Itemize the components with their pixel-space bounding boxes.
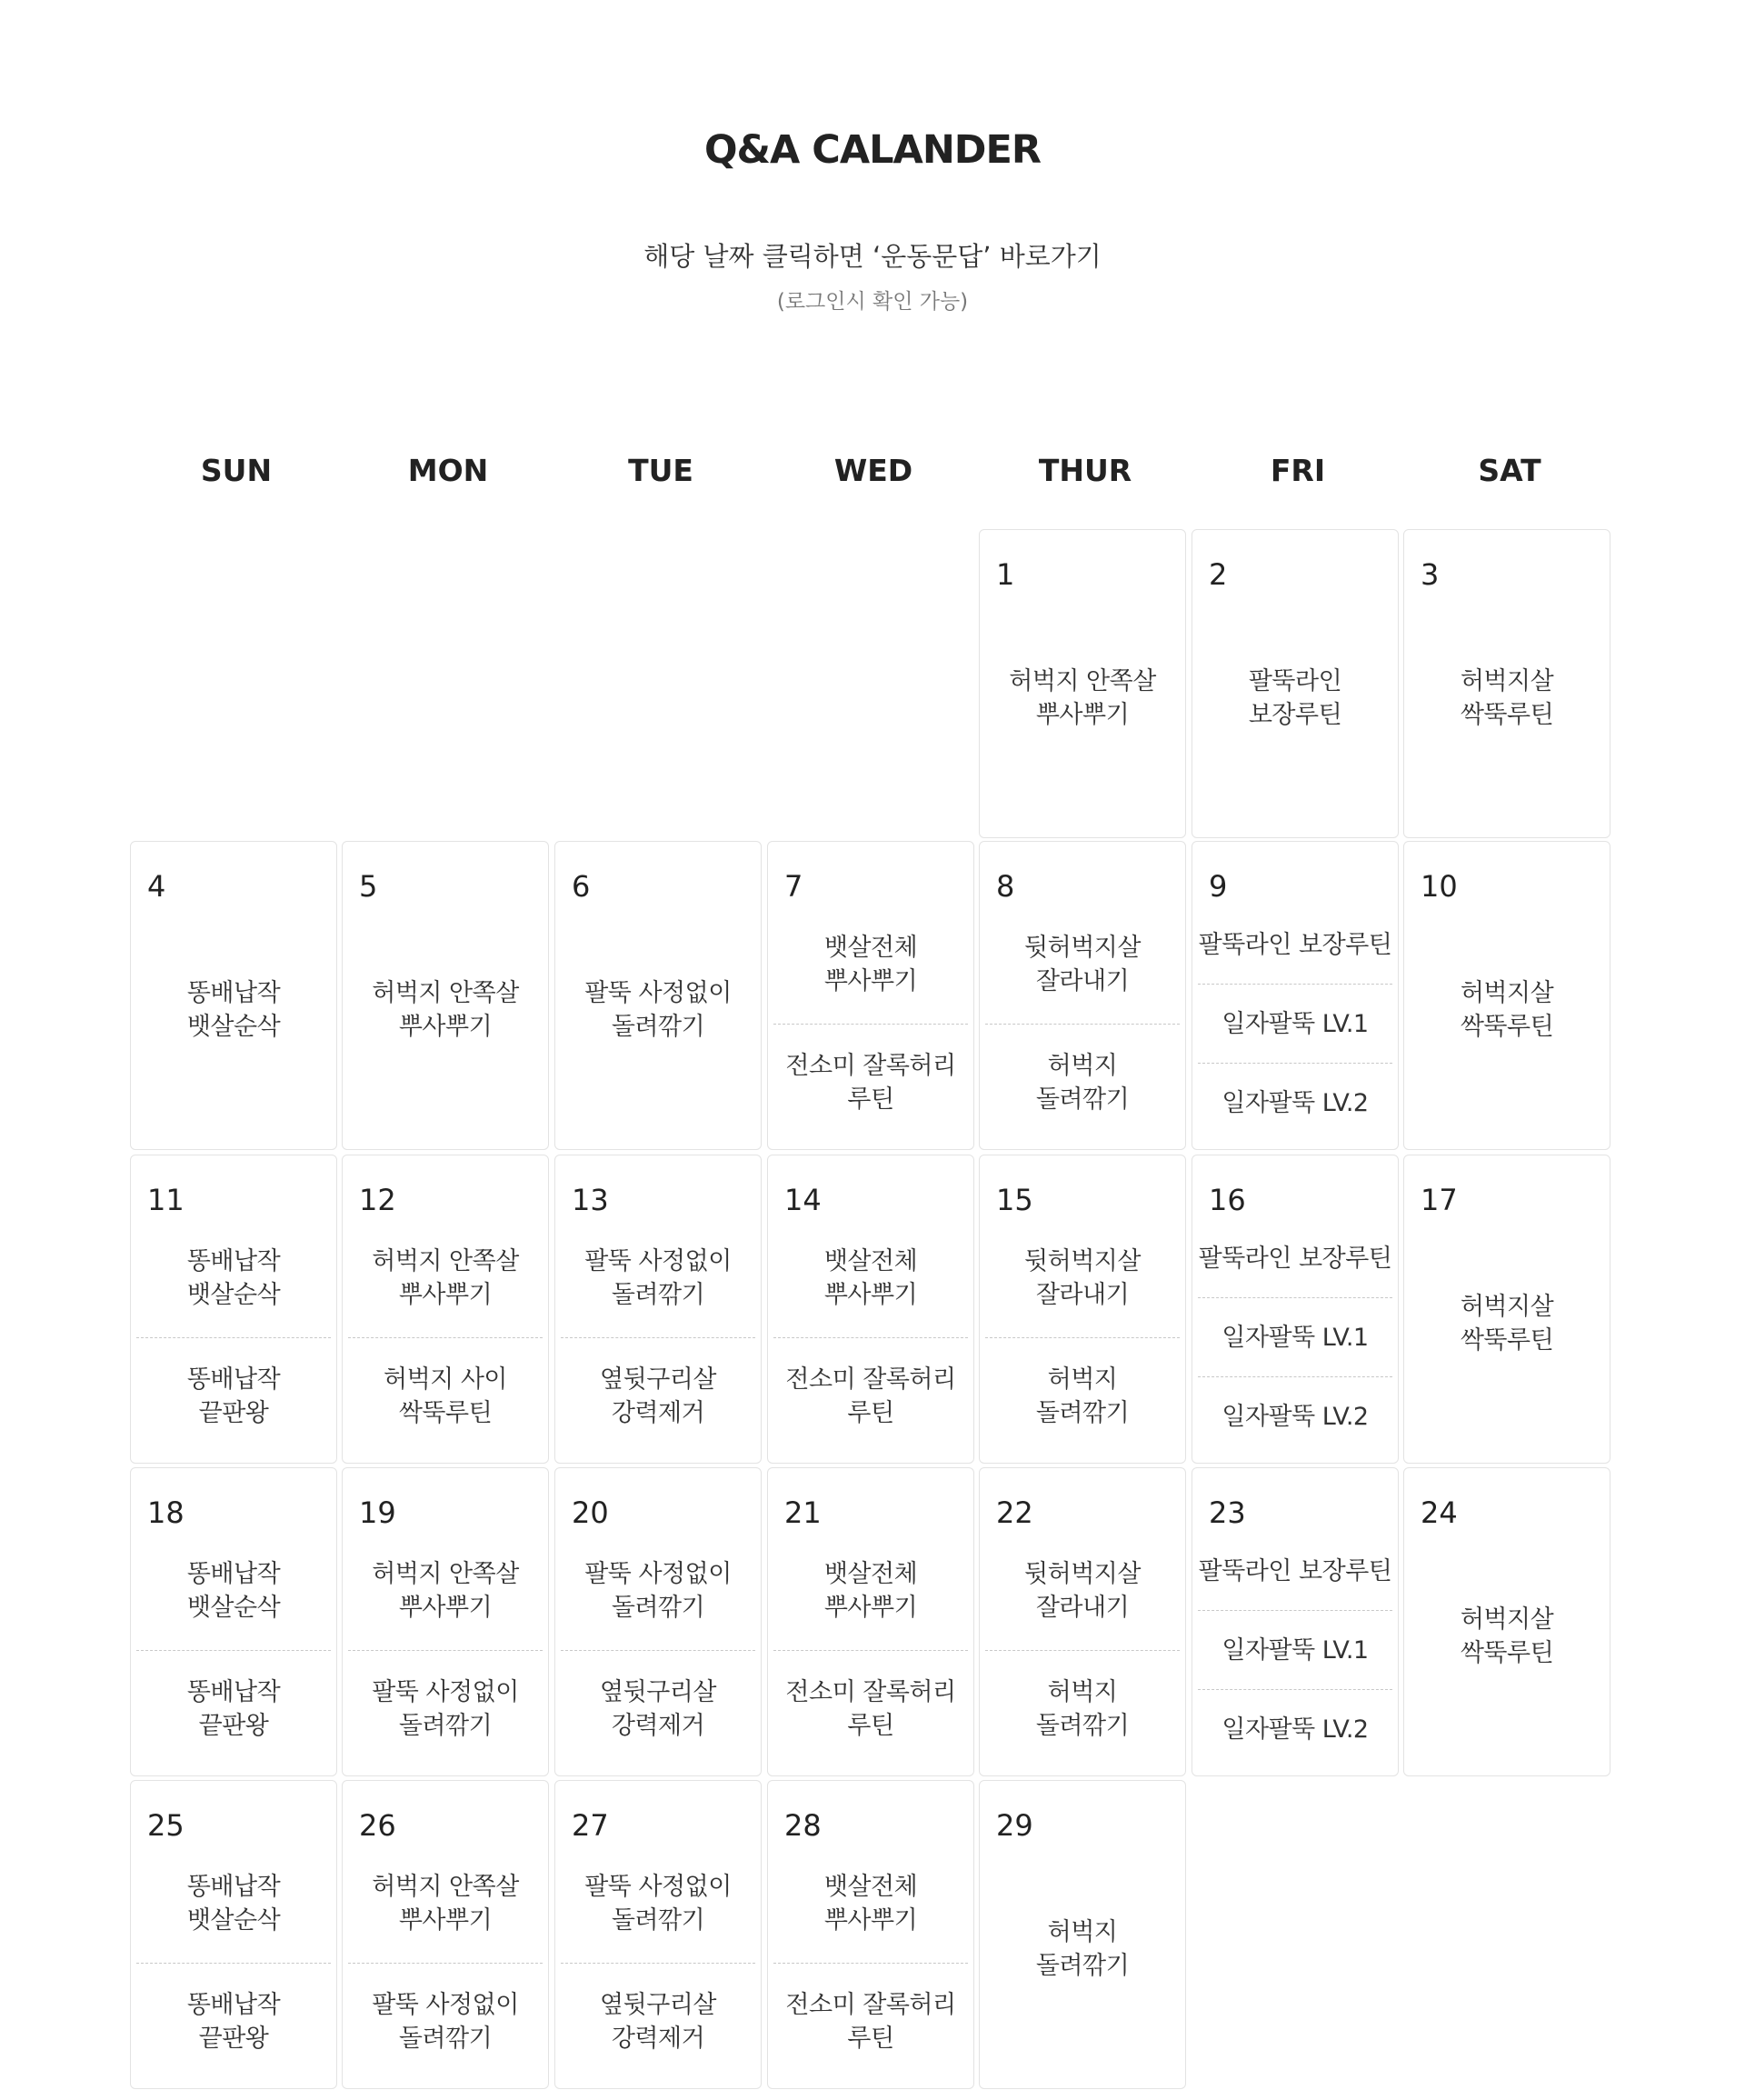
day-entries [561,1219,755,1455]
day-number: 11 [147,1183,184,1217]
day-number: 4 [147,869,166,904]
day-number: 28 [784,1808,822,1843]
workout-entry-link[interactable]: 허벅지살 싹뚝루틴 [1460,1605,1554,1667]
calendar-day-cell[interactable] [554,1155,762,1464]
workout-entry-link[interactable]: 팔뚝 사정없이 돌려깎기 [584,1559,732,1622]
workout-entry-link[interactable]: 전소미 잘록허리 루틴 [773,1337,968,1456]
workout-entry-link[interactable]: 허벅지 돌려깎기 [1035,1918,1130,1980]
day-entries [348,1219,543,1455]
workout-entry-link[interactable]: 팔뚝 사정없이 돌려깎기 [348,1963,543,2082]
weekday-sat: SAT [1478,453,1541,488]
weekday-header-row [130,453,1616,504]
day-entries [136,905,331,1142]
calendar-day-cell[interactable] [979,841,1186,1150]
workout-entry-link[interactable]: 팔뚝 사정없이 돌려깎기 [584,979,732,1041]
workout-entry-link[interactable]: 허벅지 안쪽살 뿌사뿌기 [1009,667,1156,729]
day-entries [1410,1219,1604,1455]
workout-entry-link[interactable]: 일자팔뚝 LV.1 [1198,984,1392,1063]
day-entries [1410,905,1604,1142]
workout-entry-link[interactable]: 허벅지 안쪽살 뿌사뿌기 [372,1872,519,1935]
day-entries [348,1532,543,1768]
day-entries [348,905,543,1142]
calendar-day-cell[interactable] [979,1155,1186,1464]
calendar-day-cell[interactable] [1192,1155,1399,1464]
calendar-day-cell[interactable] [342,1155,549,1464]
workout-entry-link[interactable]: 허벅지 사이 싹뚝루틴 [348,1337,543,1456]
workout-entry-link[interactable]: 똥배납작 뱃살순삭 [186,1872,281,1935]
day-entries [985,1532,1180,1768]
day-entries [773,1532,968,1768]
day-number: 22 [996,1495,1033,1530]
day-number: 27 [572,1808,609,1843]
day-number: 5 [359,869,378,904]
workout-entry-link[interactable]: 똥배납작 뱃살순삭 [186,979,281,1041]
calendar-day-cell[interactable] [554,1780,762,2089]
day-entries [985,1845,1180,2081]
calendar-day-cell[interactable] [1192,841,1399,1150]
day-entries [985,905,1180,1142]
workout-entry-link[interactable]: 허벅지살 싹뚝루틴 [1460,979,1554,1041]
day-number: 1 [996,557,1015,592]
workout-entry-link[interactable]: 허벅지 안쪽살 뿌사뿌기 [372,979,519,1041]
day-entries [348,1845,543,2081]
workout-entry-link[interactable]: 똥배납작 뱃살순삭 [186,1559,281,1622]
day-number: 24 [1421,1495,1458,1530]
day-number: 20 [572,1495,609,1530]
workout-entry-link[interactable]: 뱃살전체 뿌사뿌기 [823,933,918,995]
day-number: 16 [1209,1183,1246,1217]
workout-entry-link[interactable]: 허벅지 돌려깎기 [985,1024,1180,1143]
workout-entry-link[interactable]: 전소미 잘록허리 루틴 [773,1650,968,1769]
day-number: 17 [1421,1183,1458,1217]
day-entries [1198,1532,1392,1768]
workout-entry-link[interactable]: 허벅지살 싹뚝루틴 [1460,667,1554,729]
workout-entry-link[interactable]: 뱃살전체 뿌사뿌기 [823,1872,918,1935]
day-number: 25 [147,1808,184,1843]
day-entries [1198,1219,1392,1455]
day-entries [773,905,968,1142]
weekday-tue: TUE [628,453,693,488]
calendar-day-cell[interactable] [767,1155,974,1464]
workout-entry-link[interactable]: 허벅지 안쪽살 뿌사뿌기 [372,1246,519,1309]
calendar-day-cell[interactable] [1403,1155,1610,1464]
day-entries [773,1845,968,2081]
weekday-mon: MON [407,453,489,488]
workout-entry-link[interactable]: 팔뚝라인 보장루틴 [1198,930,1392,959]
day-number: 7 [784,869,803,904]
page-title: Q&A CALANDER [704,127,1041,173]
weekday-thur: THUR [1038,453,1132,488]
workout-entry-link[interactable]: 팔뚝 사정없이 돌려깎기 [584,1246,732,1309]
day-entries [561,905,755,1142]
workout-entry-link[interactable]: 뱃살전체 뿌사뿌기 [823,1246,918,1309]
day-number: 12 [359,1183,396,1217]
workout-entry-link[interactable]: 팔뚝라인 보장루틴 [1248,667,1342,729]
weekday-wed: WED [833,453,913,488]
workout-entry-link[interactable]: 전소미 잘록허리 루틴 [773,1963,968,2082]
day-entries [985,594,1180,830]
day-number: 26 [359,1808,396,1843]
workout-entry-link[interactable]: 똥배납작 끝판왕 [136,1650,331,1769]
workout-entry-link[interactable]: 팔뚝 사정없이 돌려깎기 [348,1650,543,1769]
day-entries [136,1219,331,1455]
day-number: 9 [1209,869,1228,904]
workout-entry-link[interactable]: 일자팔뚝 LV.1 [1198,1610,1392,1689]
workout-entry-link[interactable]: 옆뒷구리살 강력제거 [561,1650,755,1769]
calendar-day-cell[interactable] [342,841,549,1150]
day-entries [136,1845,331,2081]
day-entries [1410,1532,1604,1768]
calendar-day-cell[interactable] [1192,1467,1399,1776]
day-number: 2 [1209,557,1228,592]
calendar-day-cell[interactable] [554,841,762,1150]
day-number: 23 [1209,1495,1246,1530]
calendar-day-cell[interactable] [767,1467,974,1776]
day-number: 18 [147,1495,184,1530]
calendar-day-cell[interactable] [1403,1467,1610,1776]
workout-entry-link[interactable]: 전소미 잘록허리 루틴 [773,1024,968,1143]
day-number: 6 [572,869,591,904]
calendar-day-cell[interactable] [1403,529,1610,838]
day-entries [136,1532,331,1768]
calendar-day-cell[interactable] [554,1467,762,1776]
weekday-fri: FRI [1270,453,1326,488]
workout-entry-link[interactable]: 뒷허벅지살 잘라내기 [1024,1246,1141,1309]
workout-entry-link[interactable]: 팔뚝라인 보장루틴 [1198,1556,1392,1585]
login-note: (로그인시 확인 가능) [776,290,969,314]
day-number: 14 [784,1183,822,1217]
day-number: 19 [359,1495,396,1530]
workout-entry-link[interactable]: 허벅지 돌려깎기 [985,1337,1180,1456]
calendar-day-cell[interactable] [767,1780,974,2089]
day-entries [1198,594,1392,830]
workout-entry-link[interactable]: 일자팔뚝 LV.2 [1198,1689,1392,1768]
calendar-day-cell[interactable] [1403,841,1610,1150]
day-number: 13 [572,1183,609,1217]
day-entries [773,1219,968,1455]
calendar-day-cell[interactable] [130,1780,337,2089]
workout-entry-link[interactable]: 옆뒷구리살 강력제거 [561,1963,755,2082]
workout-entry-link[interactable]: 허벅지 돌려깎기 [985,1650,1180,1769]
day-number: 15 [996,1183,1033,1217]
workout-entry-link[interactable]: 팔뚝라인 보장루틴 [1198,1244,1392,1273]
day-number: 8 [996,869,1015,904]
calendar-day-cell[interactable] [767,841,974,1150]
workout-entry-link[interactable]: 똥배납작 끝판왕 [136,1337,331,1456]
weekday-sun: SUN [200,453,273,488]
workout-entry-link[interactable]: 허벅지 안쪽살 뿌사뿌기 [372,1559,519,1622]
calendar-day-cell[interactable] [979,1467,1186,1776]
calendar-day-cell[interactable] [342,1467,549,1776]
calendar-day-cell[interactable] [342,1780,549,2089]
workout-entry-link[interactable]: 옆뒷구리살 강력제거 [561,1337,755,1456]
day-number: 3 [1421,557,1440,592]
day-entries [561,1845,755,2081]
workout-entry-link[interactable]: 허벅지살 싹뚝루틴 [1460,1293,1554,1355]
day-entries [985,1219,1180,1455]
day-entries [1410,594,1604,830]
workout-entry-link[interactable]: 뱃살전체 뿌사뿌기 [823,1559,918,1622]
workout-entry-link[interactable]: 일자팔뚝 LV.2 [1198,1063,1392,1142]
workout-entry-link[interactable]: 팔뚝 사정없이 돌려깎기 [584,1872,732,1935]
calendar-day-cell[interactable] [130,1467,337,1776]
workout-entry-link[interactable]: 일자팔뚝 LV.2 [1198,1376,1392,1455]
workout-entry-link[interactable]: 뒷허벅지살 잘라내기 [1024,1559,1141,1622]
day-number: 21 [784,1495,822,1530]
workout-entry-link[interactable]: 똥배납작 끝판왕 [136,1963,331,2082]
workout-entry-link[interactable]: 뒷허벅지살 잘라내기 [1024,933,1141,995]
day-entries [561,1532,755,1768]
page-subtitle: 해당 날짜 클릭하면 ‘운동문답’ 바로가기 [643,241,1102,272]
workout-entry-link[interactable]: 일자팔뚝 LV.1 [1198,1297,1392,1376]
calendar-day-cell[interactable] [130,841,337,1150]
calendar-day-cell[interactable] [1192,529,1399,838]
calendar-day-cell[interactable] [979,529,1186,838]
day-number: 29 [996,1808,1033,1843]
day-entries [1198,905,1392,1142]
day-number: 10 [1421,869,1458,904]
workout-entry-link[interactable]: 똥배납작 뱃살순삭 [186,1246,281,1309]
calendar-day-cell[interactable] [979,1780,1186,2089]
calendar-day-cell[interactable] [130,1155,337,1464]
